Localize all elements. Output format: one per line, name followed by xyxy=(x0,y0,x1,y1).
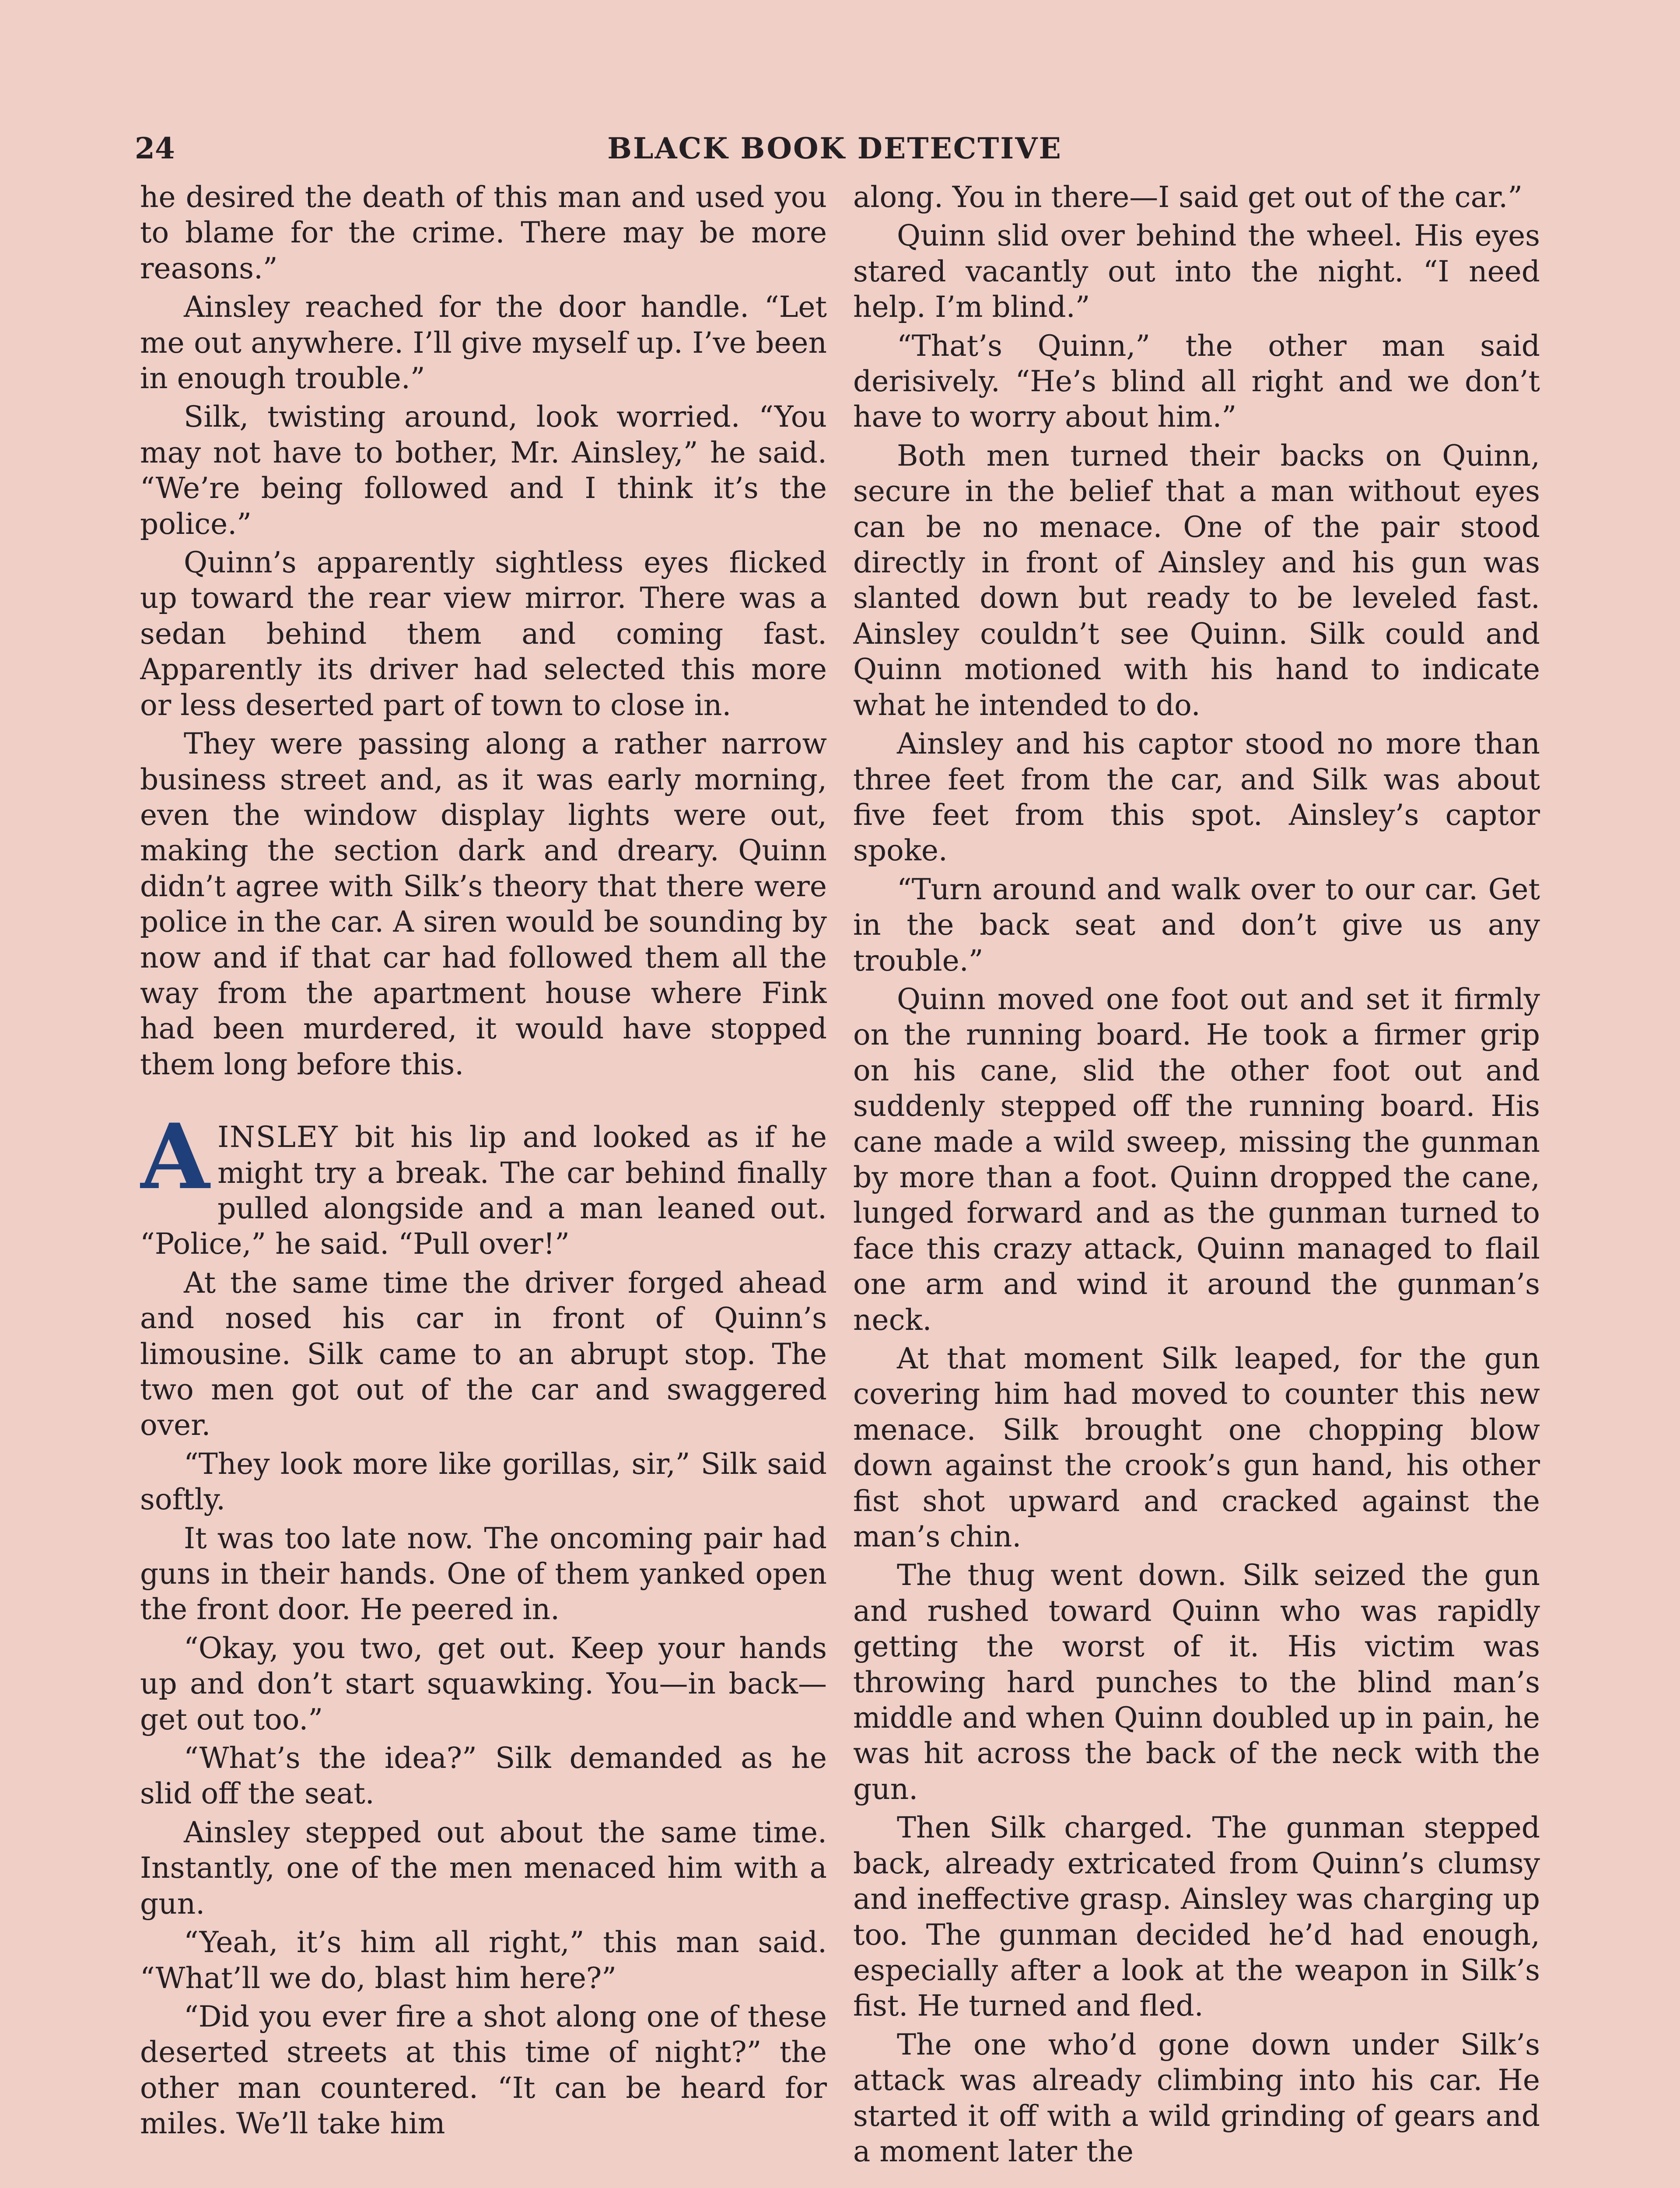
paragraph: he desired the death of this man and used you to blame for the crime. There may be more reasons.” xyxy=(140,180,827,285)
paragraph: along. You in there—I said get out of the car.” xyxy=(853,180,1522,214)
paragraph: Ainsley and his captor stood no more than three feet from the car, and Silk was about five feet from this spot. Ainsley’s captor spoke. xyxy=(853,727,1540,868)
paragraph: They were passing along a rather narrow business street and, as it was early morning, even the window display lights were out, making the section dark and dreary. Quinn didn’t agree with Silk’s theory that there were police in the car. A siren would be sounding by now and if that car had followed them all the way from the apartment house where Fink had been murdered, it would have stopped them long before this. xyxy=(140,727,827,1081)
paragraph: “Yeah, it’s him all right,” this man said. “What’ll we do, blast him here?” xyxy=(140,1925,827,1995)
paragraph: At that moment Silk leaped, for the gun covering him had moved to counter this new menace. Silk brought one chopping blow down against the crook’s gun hand, his other fist shot upward and cracked against the man’s chin. xyxy=(853,1342,1540,1554)
paragraph: It was too late now. The oncoming pair had guns in their hands. One of them yanked open the front door. He peered in. xyxy=(140,1521,827,1627)
paragraph: Quinn slid over behind the wheel. His eyes stared vacantly out into the night. “I need help. I’m blind.” xyxy=(853,219,1540,324)
section-lead-text: bit his lip and looked as if he might try a break. The car behind finally pulled alongside and a man leaned out. “Police,” he said. “Pull over!” xyxy=(140,1120,827,1261)
left-column xyxy=(140,179,827,2188)
paragraph: The one who’d gone down under Silk’s attack was already climbing into his car. He started it off with a wild grinding of gears and a moment later the xyxy=(853,2027,1540,2168)
page-number: 24 xyxy=(135,131,175,165)
drop-cap: A xyxy=(140,1105,210,1210)
paragraph: The thug went down. Silk seized the gun and rushed toward Quinn who was rapidly getting the worst of it. His victim was throwing hard punches to the blind man’s middle and when Quinn doubled up in pain, he was hit across the back of the neck with the gun. xyxy=(853,1558,1540,1806)
paragraph: Quinn’s apparently sightless eyes flicked up toward the rear view mirror. There was a sedan behind them and coming fast. Apparently its driver had selected this more or less deserted part of town to close in. xyxy=(140,546,827,722)
paragraph: Ainsley reached for the door handle. “Let me out anywhere. I’ll give myself up. I’ve been in enough trouble.” xyxy=(140,290,827,396)
paragraph: “Turn around and walk over to our car. Get in the back seat and don’t give us any trouble.” xyxy=(853,872,1540,978)
section-lead-caps: INSLEY xyxy=(217,1120,339,1154)
paragraph: “That’s Quinn,” the other man said derisively. “He’s blind all right and we don’t have to worry about him.” xyxy=(853,329,1540,434)
paragraph: Silk, twisting around, look worried. “You may not have to bother, Mr. Ainsley,” he said. “We’re being followed and I think it’s the police.” xyxy=(140,400,827,541)
paragraph: “They look more like gorillas, sir,” Silk said softly. xyxy=(140,1447,827,1517)
paragraph: Then Silk charged. The gunman stepped back, already extricated from Quinn’s clumsy and ineffective grasp. Ainsley was charging up too. The gunman decided he’d had enough, especially after a look at the weapon in Silk’s fist. He turned and fled. xyxy=(853,1811,1540,2023)
magazine-title: BLACK BOOK DETECTIVE xyxy=(607,131,1062,165)
paragraph: Quinn moved one foot out and set it firmly on the running board. He took a firmer grip on his cane, slid the other foot out and suddenly stepped off the running board. His cane made a wild sweep, missing the gunman by more than a foot. Quinn dropped the cane, lunged forward and as the gunman turned to face this crazy attack, Quinn managed to flail one arm and wind it around the gunman’s neck. xyxy=(853,982,1540,1337)
paragraph: Both men turned their backs on Quinn, secure in the belief that a man without eyes can be no menace. One of the pair stood directly in front of Ainsley and his gun was slanted down but ready to be leveled fast. Ainsley couldn’t see Quinn. Silk could and Quinn motioned with his hand to indicate what he intended to do. xyxy=(853,438,1540,722)
paragraph: At the same time the driver forged ahead and nosed his car in front of Quinn’s limousine. Silk came to an abrupt stop. The two men got out of the car and swaggered over. xyxy=(140,1266,827,1442)
paragraph: “Did you ever fire a shot along one of these deserted streets at this time of night?” the other man countered. “It can be heard for miles. We’ll take him xyxy=(140,1999,827,2141)
running-head xyxy=(135,131,1535,171)
paragraph: “Okay, you two, get out. Keep your hands up and don’t start squawking. You—in back—get out too.” xyxy=(140,1631,827,1736)
right-column xyxy=(853,179,1540,2188)
paragraph: Ainsley stepped out about the same time. Instantly, one of the men menaced him with a gun. xyxy=(140,1815,827,1921)
paragraph: “What’s the idea?” Silk demanded as he slid off the seat. xyxy=(140,1741,827,1811)
section-opening-paragraph xyxy=(140,1105,827,1262)
